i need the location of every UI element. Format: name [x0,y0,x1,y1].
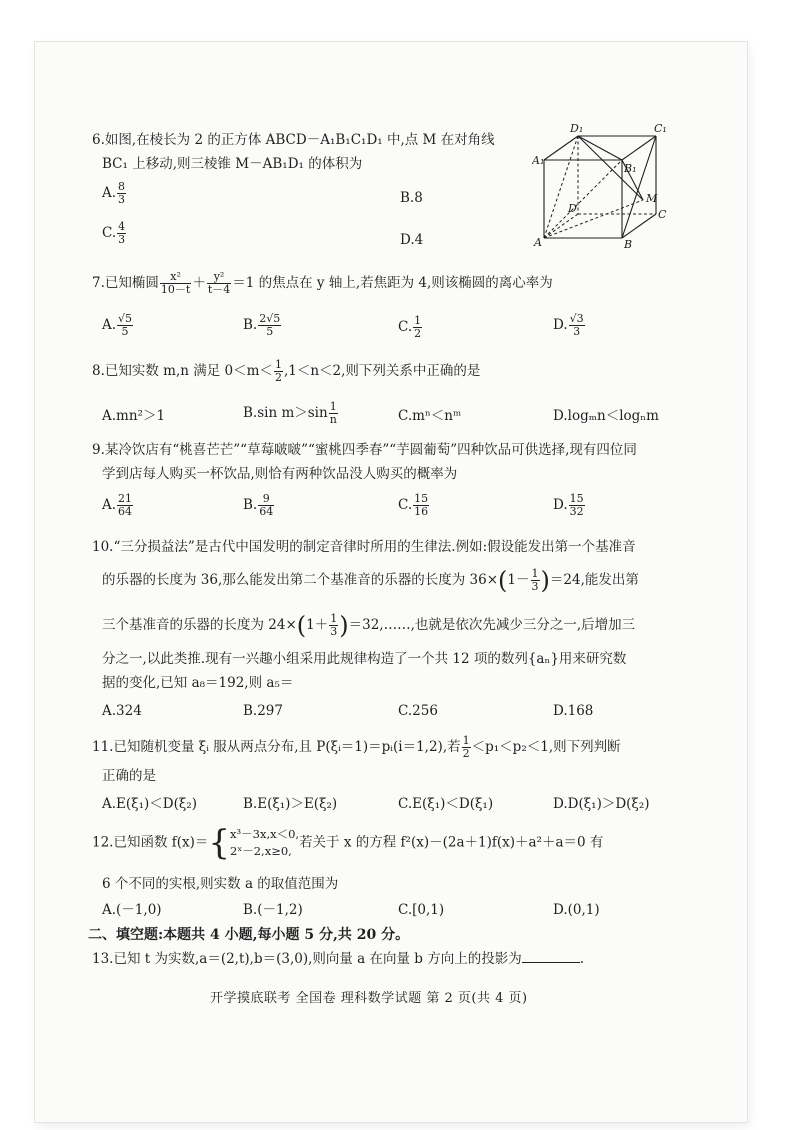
q6-option-a: A. $\frac{8}{3}$ [102,180,126,206]
q13-stem: 13.已知 t 为实数,a＝(2,t),b＝(3,0),则向量 a 在向量 b 方向上的投影为 . [92,951,585,967]
piecewise-brace: { [208,823,231,863]
q12-option-a: A.(－1,0) [102,902,162,918]
label-b1: B₁ [624,162,637,175]
q10-line5: 据的变化,已知 a₈＝192,则 a₅＝ [102,675,294,691]
label-m: M [646,192,658,205]
q12-line2: 6 个不同的实根,则实数 a 的取值范围为 [102,876,339,892]
q11-line1: 11.已知随机变量 ξᵢ 服从两点分布,且 P(ξᵢ＝1)＝pᵢ(i＝1,2),若 $\frac{1}{2}$ ＜p₁＜p₂＜1,则下列判断 [92,734,621,760]
q10-option-d: D.168 [553,703,594,719]
q6-option-b: B.8 [400,190,423,206]
label-d1: D₁ [570,122,584,135]
q7-option-b: B. $\frac{2√5}{5}$ [243,312,281,338]
q11-line2: 正确的是 [102,768,156,784]
q6-option-c: C. $\frac{4}{3}$ [102,220,126,246]
q9-line2: 学到店每人购买一杯饮品,则恰有两种饮品没人购买的概率为 [102,466,458,482]
q12-stem: 12.已知函数 f(x)＝{ x³－3x,x＜0, 2ˣ－2,x≥0, 若关于 x 的方程 f²(x)－(2a＋1)f(x)＋a²＋a＝0 有 [92,823,604,863]
label-a1: A₁ [532,154,545,167]
q12-option-b: B.(－1,2) [243,902,303,918]
q11-option-d: D.D(ξ₁)＞D(ξ₂) [553,796,650,812]
q9-option-c: C. $\frac{15}{16}$ [398,492,429,518]
q8-stem: 8.已知实数 m,n 满足 0＜m＜ $\frac{1}{2}$ ,1＜n＜2,则下列关系中正确的是 [92,358,481,384]
q10-line2: 的乐器的长度为 36,那么能发出第二个基准音的乐器的长度为 36×(1－ $\frac{1}{3}$ )＝24,能发出第 [102,566,639,595]
q8-option-b: B.sin m＞sin $\frac{1}{n}$ [243,400,337,426]
q10-option-c: C.256 [398,703,438,719]
q8-option-a: A.mn²＞1 [102,408,166,424]
q8-option-c: C.mⁿ＜nᵐ [398,408,462,424]
q6-line1: 6.如图,在棱长为 2 的正方体 ABCD－A₁B₁C₁D₁ 中,点 M 在对角线 [92,132,495,148]
q12-option-d: D.(0,1) [553,902,600,918]
q8-option-d: D.logₘn＜logₙm [553,408,659,424]
q6-option-d: D.4 [400,232,424,248]
cube-figure [532,120,672,250]
q10-line4: 分之一,以此类推.现有一兴趣小组采用此规律构造了一个共 12 项的数列{aₙ}用来研究数 [102,651,627,667]
q13-answer-blank[interactable] [522,950,580,963]
q11-option-a: A.E(ξ₁)＜D(ξ₂) [102,796,197,812]
q10-option-b: B.297 [243,703,283,719]
q9-option-b: B. $\frac{9}{64}$ [243,492,274,518]
q7-option-c: C. $\frac{1}{2}$ [398,314,422,340]
label-d: D [568,202,577,215]
q9-option-a: A. $\frac{21}{64}$ [102,492,133,518]
label-c: C [658,208,667,221]
q9-line1: 9.某冷饮店有“桃喜芒芒”“草莓啵啵”“蜜桃四季春”“芋圆葡萄”四种饮品可供选择,现有四位同 [92,442,637,458]
label-c1: C₁ [654,122,667,135]
q12-option-c: C.[0,1) [398,902,445,918]
q10-line3: 三个基准音的乐器的长度为 24×(1＋ $\frac{1}{3}$ )＝32,……,也就是依次先减少三分之一,后增加三 [102,611,636,640]
q11-option-b: B.E(ξ₁)＞E(ξ₂) [243,796,338,812]
q11-option-c: C.E(ξ₁)＜D(ξ₁) [398,796,494,812]
q10-line1: 10.“三分损益法”是古代中国发明的制定音律时所用的生律法.例如:假设能发出第一个基准音 [92,539,636,555]
label-a: A [534,236,542,249]
q7-option-d: D. $\frac{√3}{3}$ [553,312,584,338]
q10-option-a: A.324 [102,703,142,719]
page-footer: 开学摸底联考 全国卷 理科数学试题 第 2 页(共 4 页) [210,991,528,1006]
piecewise-cases: x³－3x,x＜0, 2ˣ－2,x≥0, [230,827,300,858]
label-b: B [624,238,633,250]
q6-line2: BC₁ 上移动,则三棱锥 M－AB₁D₁ 的体积为 [102,156,363,172]
q7-stem: 7.已知椭圆 $\frac{\text{x²}}{10-t}$ ＋ $\frac{\text{y²}}{t-4}$ ＝1 的焦点在 y 轴上,若焦距为 4,则该椭圆的离心率为 [92,270,553,296]
section-heading-fill-in: 二、填空题:本题共 4 小题,每小题 5 分,共 20 分。 [88,927,410,943]
q7-option-a: A. $\frac{√5}{5}$ [102,312,133,338]
q9-option-d: D. $\frac{15}{32}$ [553,492,584,518]
